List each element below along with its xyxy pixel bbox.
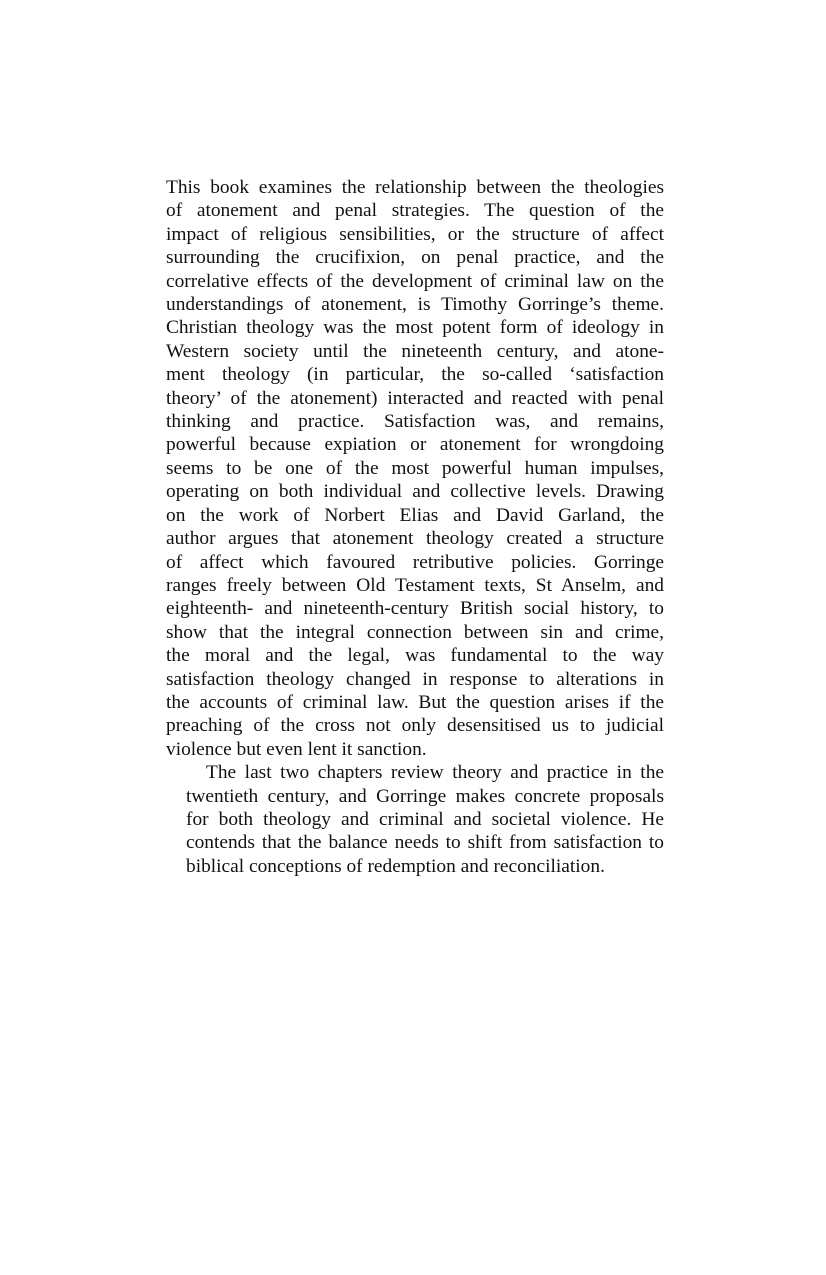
paragraph-1: [166, 176, 664, 761]
text-line: show that the integral connection between sin and crime,: [166, 621, 664, 643]
text-line: thinking and practice. Satisfaction was, and remains,: [166, 411, 664, 433]
text-line: biblical conceptions of redemption and reconciliation.: [186, 855, 605, 877]
text-line: twentieth century, and Gorringe makes concrete proposals: [186, 785, 664, 807]
paragraph-2: [166, 761, 664, 878]
text-line: powerful because expiation or atonement for wrongdoing: [166, 434, 664, 456]
text-line: eighteenth- and nineteenth-century British social history, to: [166, 598, 664, 620]
text-line: ranges freely between Old Testament texts, St Anselm, and: [166, 574, 664, 596]
text-line: for both theology and criminal and societal violence. He: [186, 808, 664, 830]
text-line: impact of religious sensibilities, or the structure of affect: [166, 223, 664, 245]
text-line: of atonement and penal strategies. The question of the: [166, 200, 664, 222]
text-line: the accounts of criminal law. But the question arises if the: [166, 691, 664, 713]
text-line: theory’ of the atonement) interacted and reacted with penal: [166, 387, 664, 409]
text-line: on the work of Norbert Elias and David Garland, the: [166, 504, 664, 526]
text-line: satisfaction theology changed in response to alterations in: [166, 668, 664, 690]
book-description: [166, 176, 664, 878]
text-line: surrounding the crucifixion, on penal practice, and the: [166, 247, 664, 269]
text-line: contends that the balance needs to shift from satisfaction to: [186, 832, 664, 854]
text-line: preaching of the cross not only desensitised us to judicial: [166, 715, 664, 737]
text-line: correlative effects of the development of criminal law on the: [166, 270, 664, 292]
text-line: Western society until the nineteenth century, and atone-: [166, 340, 664, 362]
text-line: The last two chapters review theory and practice in the: [206, 762, 664, 784]
text-line: Christian theology was the most potent form of ideology in: [166, 317, 664, 339]
text-line: understandings of atonement, is Timothy Gorringe’s theme.: [166, 294, 664, 316]
text-line: author argues that atonement theology created a structure: [166, 528, 664, 550]
text-line: the moral and the legal, was fundamental to the way: [166, 645, 664, 667]
text-line: of affect which favoured retributive policies. Gorringe: [166, 551, 664, 573]
text-line: This book examines the relationship between the theologies: [166, 177, 664, 198]
text-line: operating on both individual and collective levels. Drawing: [166, 481, 664, 503]
text-line: violence but even lent it sanction.: [166, 738, 427, 760]
text-line: seems to be one of the most powerful human impulses,: [166, 457, 664, 479]
text-line: ment theology (in particular, the so-called ‘satisfaction: [166, 364, 664, 386]
